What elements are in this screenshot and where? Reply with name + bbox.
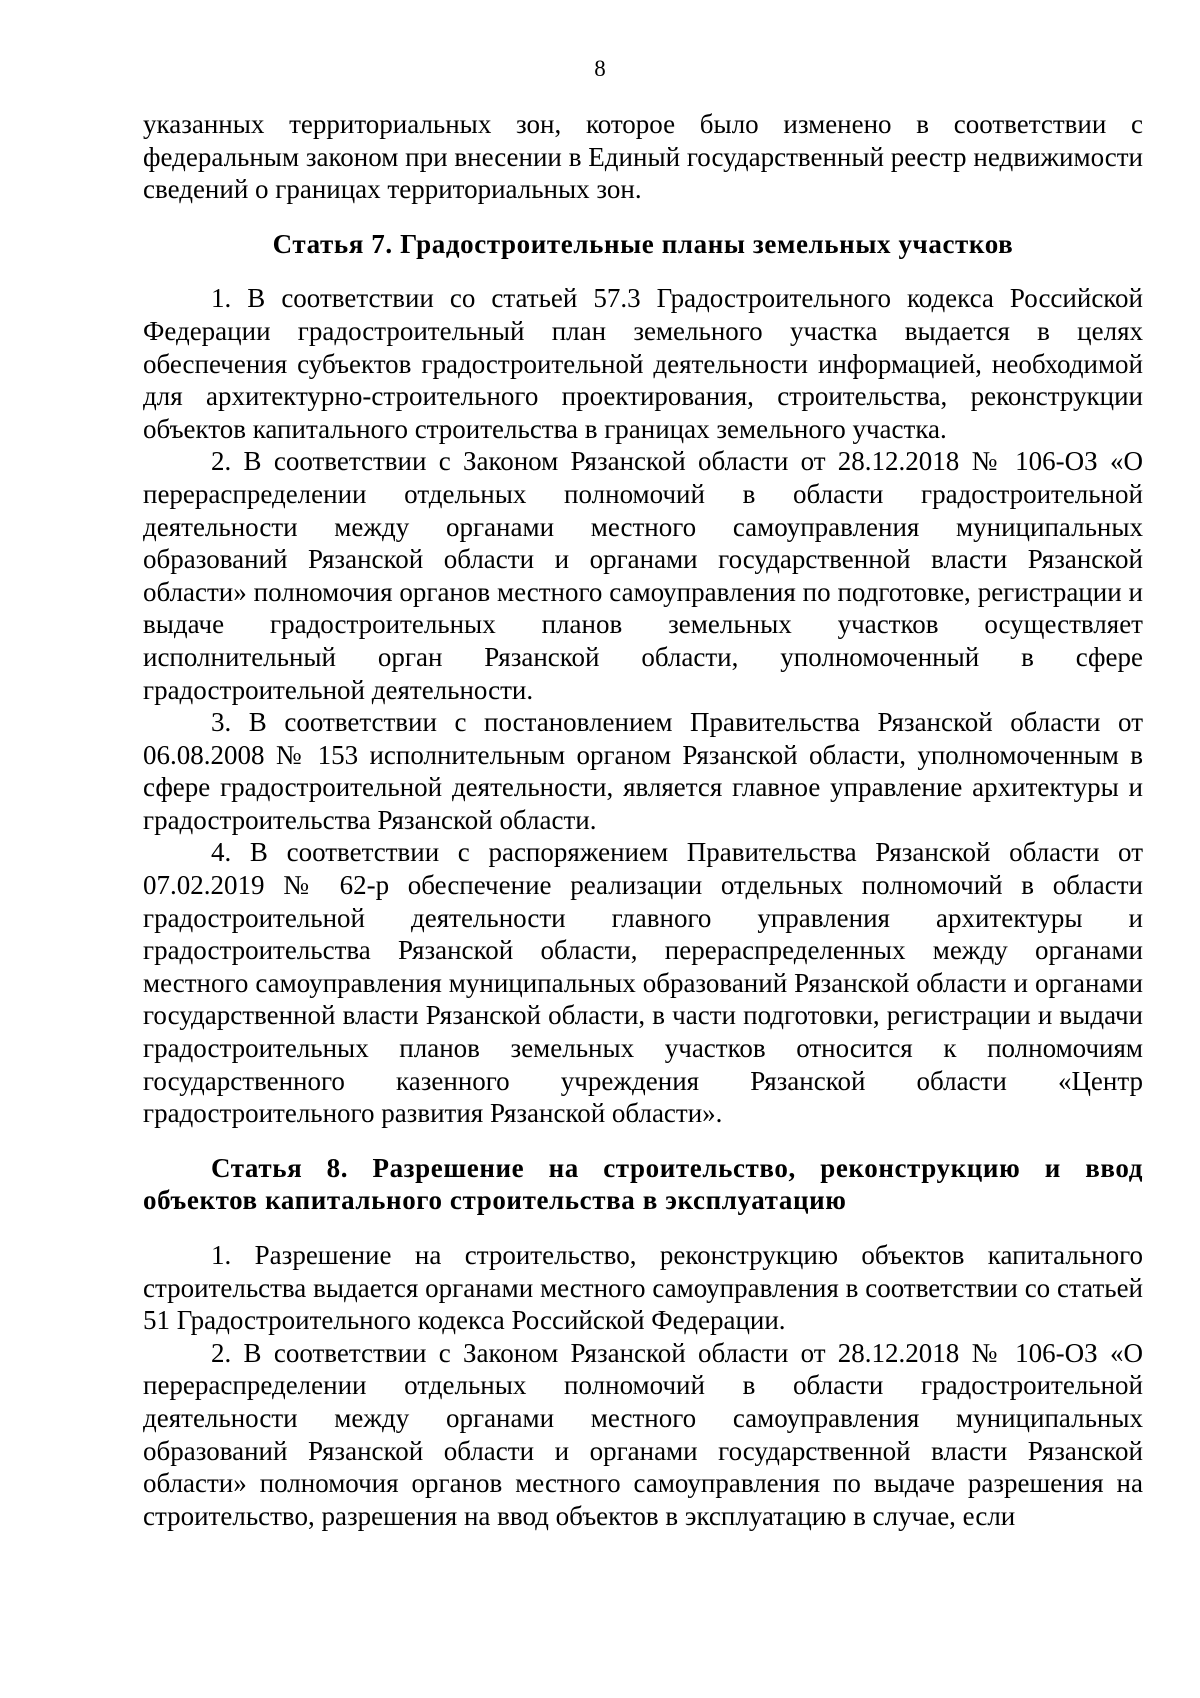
article-7-paragraph-2: 2. В соответствии с Законом Рязанской области от 28.12.2018 № 106-ОЗ «О перераспределении отдельных полномочий в области градостроительной деятельности между органами местного самоуправления муниципальных образований Рязанской области и органами государственной власти Рязанской области» полномочия органов местного самоуправления по подготовке, регистрации и выдаче градостроительных планов земельных участков осуществляет исполнительный орган Рязанской области, уполномоченный в сфере градостроительной деятельности. [143, 446, 1143, 705]
article-7-paragraph-1: 1. В соответствии со статьей 57.3 Градостроительного кодекса Российской Федерации градостроительный план земельного участка выдается в целях обеспечения субъектов градостроительной деятельности информацией, необходимой для архитектурно-строительного проектирования, строительства, реконструкции объектов капитального строительства в границах земельного участка. [143, 283, 1143, 444]
document-body [143, 108, 1143, 1532]
article-8-heading: Статья 8. Разрешение на строительство, реконструкцию и ввод объектов капитального строительства в эксплуатацию [143, 1152, 1143, 1216]
article-7-paragraph-4: 4. В соответствии с распоряжением Правительства Рязанской области от 07.02.2019 № 62-р обеспечение реализации отдельных полномочий в области градостроительной деятельности главного управления архитектуры и градостроительства Рязанской области, перераспределенных между органами местного самоуправления муниципальных образований Рязанской области и органами государственной власти Рязанской области, в части подготовки, регистрации и выдачи градостроительных планов земельных участков относится к полномочиям государственного казенного учреждения Рязанской области «Центр градостроительного развития Рязанской области». [143, 837, 1143, 1129]
page-number: 8 [594, 56, 606, 81]
article-8-paragraph-1: 1. Разрешение на строительство, реконструкцию объектов капитального строительства выдается органами местного самоуправления в соответствии со статьей 51 Градостроительного кодекса Российской Федерации. [143, 1240, 1143, 1336]
article-7-paragraph-3: 3. В соответствии с постановлением Правительства Рязанской области от 06.08.2008 № 153 исполнительным органом Рязанской области, уполномоченным в сфере градостроительной деятельности, является главное управление архитектуры и градостроительства Рязанской области. [143, 707, 1143, 835]
article-7-heading: Статья 7. Градостроительные планы земельных участков [272, 228, 1014, 259]
paragraph-continuation: указанных территориальных зон, которое было изменено в соответствии с федеральным законом при внесении в Единый государственный реестр недвижимости сведений о границах территориальных зон. [143, 109, 1143, 205]
article-8-paragraph-2: 2. В соответствии с Законом Рязанской области от 28.12.2018 № 106-ОЗ «О перераспределении отдельных полномочий в области градостроительной деятельности между органами местного самоуправления муниципальных образований Рязанской области и органами государственной власти Рязанской области» полномочия органов местного самоуправления по выдаче разрешения на строительство, разрешения на ввод объектов в эксплуатацию в случае, если [143, 1337, 1143, 1531]
